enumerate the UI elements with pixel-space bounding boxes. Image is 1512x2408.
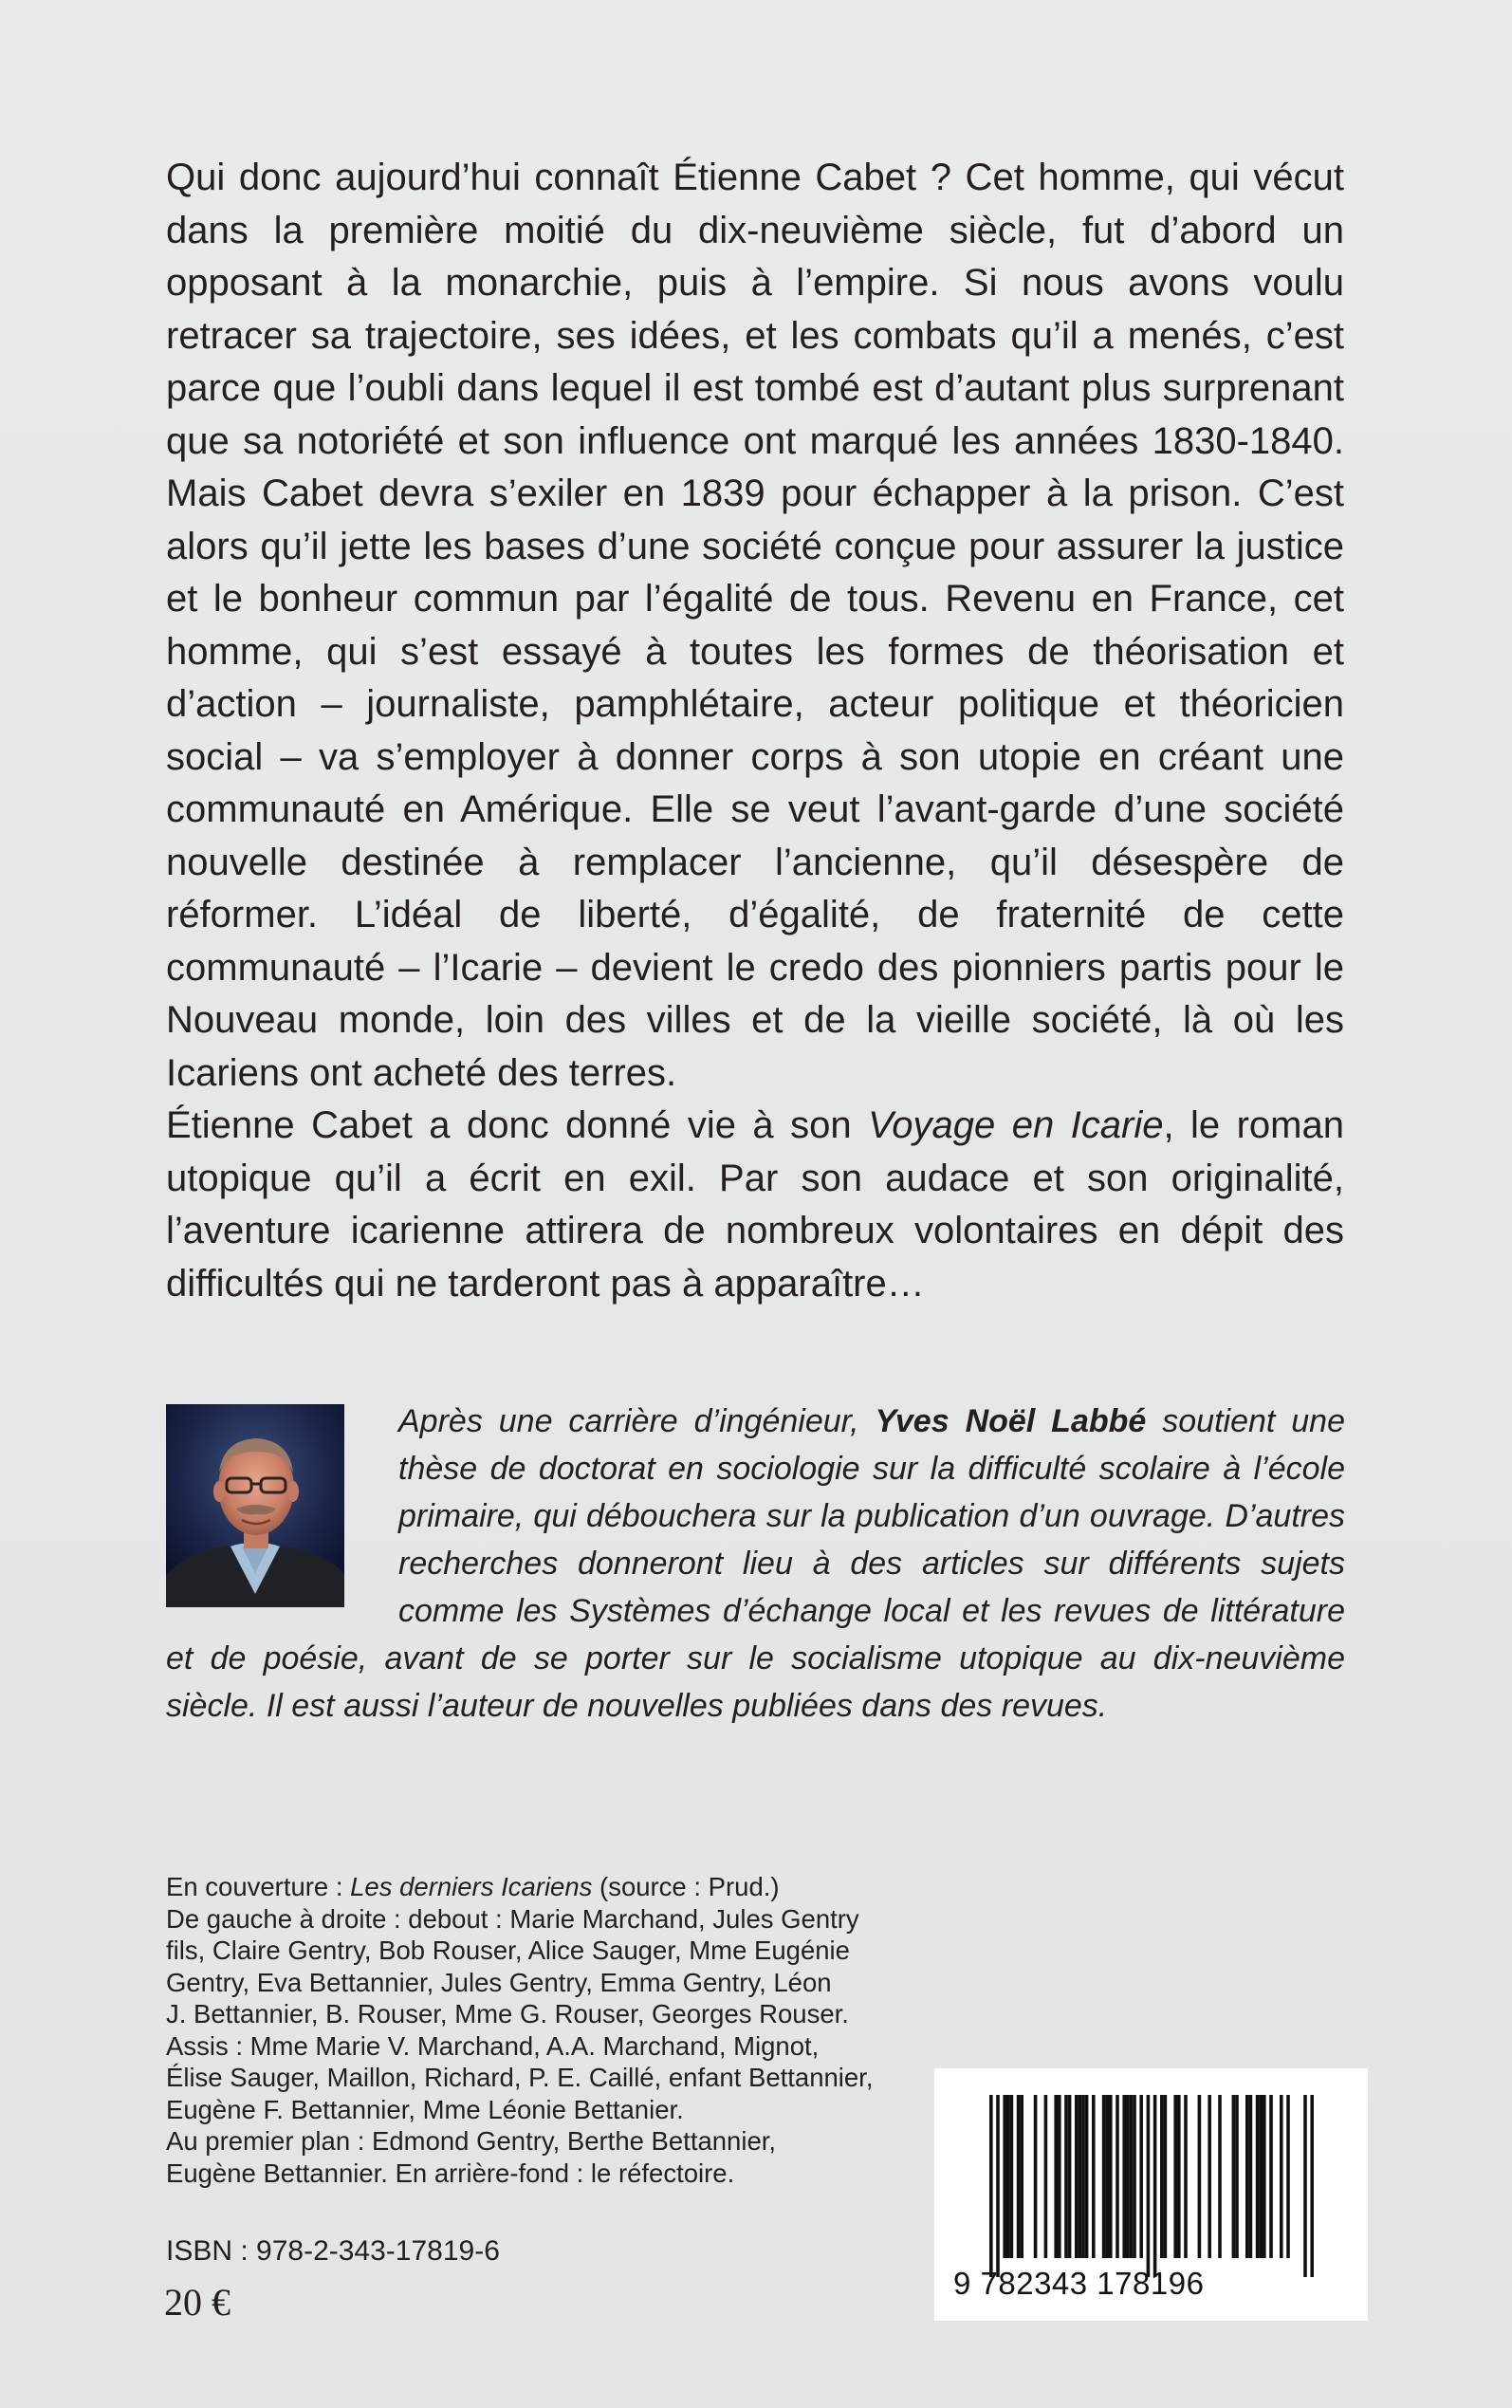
book-blurb — [166, 152, 1344, 1310]
barcode-bar — [1109, 2095, 1113, 2258]
barcode-bar — [1020, 2095, 1023, 2258]
barcode-bar — [1081, 2095, 1085, 2258]
author-bio — [166, 1398, 1345, 1730]
author-name: Yves Noël Labbé — [875, 1403, 1147, 1439]
barcode-bar — [996, 2095, 1000, 2277]
credit-line: fils, Claire Gentry, Bob Rouser, Alice Sauger, Mme Eugénie — [166, 1936, 850, 1965]
barcode-bar — [1139, 2095, 1143, 2258]
barcode-digits: 9 782343 178196 — [953, 2266, 1205, 2301]
credit-line: Élise Sauger, Maillon, Richard, P. E. Caillé, enfant Bettannier, — [166, 2063, 874, 2092]
barcode-bar — [1208, 2095, 1211, 2258]
credit-line: J. Bettannier, B. Rouser, Mme G. Rouser, Georges Rouser. — [166, 1999, 849, 2028]
barcode-bar — [1102, 2095, 1106, 2258]
barcode-bar — [1054, 2095, 1058, 2258]
barcode-bar — [1256, 2095, 1260, 2258]
barcode-bar — [1269, 2095, 1273, 2258]
barcode-bar — [1075, 2095, 1079, 2258]
credit-line: De gauche à droite : debout : Marie Marchand, Jules Gentry — [166, 1903, 859, 1934]
credit-prefix: En couverture : — [166, 1872, 351, 1901]
barcode-bar — [1044, 2095, 1048, 2258]
barcode-bar — [1079, 2095, 1082, 2258]
barcode-bar — [1122, 2095, 1126, 2258]
author-bio-text: Après une carrière d’ingénieur, — [398, 1403, 876, 1439]
price-label: 20 € — [164, 2281, 230, 2324]
barcode-bar — [1184, 2095, 1188, 2258]
credit-line: Eugène F. Bettannier, Mme Léonie Bettanier. — [166, 2094, 684, 2124]
barcode-bar — [1064, 2095, 1068, 2258]
barcode-bar — [1092, 2095, 1096, 2258]
barcode-bar — [1198, 2095, 1202, 2258]
book-title-reference: Voyage en Icarie — [868, 1104, 1164, 1146]
author-bio-text: soutient une thèse de doctorat en sociologie sur la difficulté scolaire à l’école primaire, qui débouchera sur la publication d’un ouvrage. D’autres recherches donneront lieu à des articles sur différents sujets comme les Systèmes d’échange local et les revues de littérature et de poésie, avant de se porter sur le socialisme utopique au dix-neuvième siècle. Il est aussi l’auteur de nouvelles publiées dans des revues. — [166, 1403, 1346, 1724]
barcode — [934, 2068, 1368, 2321]
barcode-bar — [1164, 2095, 1168, 2258]
barcode-bar — [1153, 2095, 1157, 2277]
barcode-bar — [1259, 2095, 1263, 2258]
barcode-bar — [1310, 2095, 1314, 2277]
barcode-bar — [1017, 2095, 1021, 2258]
isbn-label: ISBN : 978-2-343-17819-6 — [166, 2235, 500, 2267]
barcode-bar — [1085, 2095, 1089, 2258]
barcode-bar — [1280, 2095, 1283, 2258]
barcode-bar — [1218, 2095, 1222, 2258]
barcode-bar — [1068, 2095, 1072, 2258]
credit-line: Au premier plan : Edmond Gentry, Berthe Bettannier, — [166, 2126, 777, 2156]
barcode-bar — [1130, 2095, 1134, 2258]
cover-image-title: Les derniers Icariens — [350, 1872, 593, 1901]
barcode-bar — [1263, 2095, 1266, 2258]
blurb-text: Étienne Cabet a donc donné vie à son — [166, 1104, 869, 1146]
credit-line: Assis : Mme Marie V. Marchand, A.A. Marchand, Mignot, — [166, 2030, 820, 2061]
barcode-bar — [1245, 2095, 1249, 2258]
barcode-bar — [1010, 2095, 1014, 2258]
photo-spacer — [166, 1398, 398, 1625]
credit-line: Gentry, Eva Bettannier, Jules Gentry, Emma Gentry, Léon — [166, 1967, 832, 1997]
barcode-bar — [1126, 2095, 1130, 2258]
barcode-bar — [1147, 2095, 1151, 2277]
barcode-bar — [989, 2095, 993, 2277]
barcode-bar — [1058, 2095, 1061, 2258]
barcode-bar — [1160, 2095, 1164, 2258]
barcode-bar — [1105, 2095, 1109, 2258]
barcode-bar — [1235, 2095, 1239, 2258]
barcode-bar — [1232, 2095, 1236, 2258]
credit-line: Eugène Bettannier. En arrière-fond : le réfectoire. — [166, 2158, 735, 2188]
barcode-bar — [1286, 2095, 1290, 2258]
barcode-bar — [1034, 2095, 1038, 2258]
blurb-text: , le roman utopique qu’il a écrit en exil. Par son audace et son originalité, l’aventure icarienne attirera de nombreux volontaires en dépit des difficultés qui ne tarderont pas à apparaître… — [166, 1104, 1344, 1305]
barcode-bar — [1003, 2095, 1006, 2258]
cover-credits — [166, 1871, 915, 2189]
credit-line — [166, 1871, 915, 1903]
barcode-bar — [1133, 2095, 1136, 2258]
barcode-bar — [1116, 2095, 1119, 2258]
credit-source: (source : Prud.) — [592, 1872, 780, 1901]
blurb-paragraph-2 — [166, 1100, 1344, 1310]
barcode-bar — [1303, 2095, 1307, 2277]
barcode-bar — [1006, 2095, 1010, 2258]
barcode-bar — [1173, 2095, 1177, 2258]
barcode-bar — [1249, 2095, 1253, 2258]
barcode-bar — [1177, 2095, 1181, 2258]
blurb-paragraph-1: Qui donc aujourd’hui connaît Étienne Cabet ? Cet homme, qui vécut dans la première moitié du dix-neuvième siècle, fut d’abord un opposant à la monarchie, puis à l’empire. Si nous avons voulu retracer sa trajectoire, ses idées, et les combats qu’il a menés, c’est parce que l’oubli dans lequel il est tombé est d’autant plus surprenant que sa notoriété et son influence ont marqué les années 1830-1840. Mais Cabet devra s’exiler en 1839 pour échapper à la prison. C’est alors qu’il jette les bases d’une société conçue pour assurer la justice et le bonheur commun par l’égalité de tous. Revenu en France, cet homme, qui s’est essayé à toutes les formes de théorisation et d’action – journaliste, pamphlétaire, acteur politique et théoricien social – va s’employer à donner corps à son utopie en créant une communauté en Amérique. Elle se veut l’avant-garde d’une société nouvelle destinée à remplacer l’ancienne, qu’il désespère de réformer. L’idéal de liberté, d’égalité, de fraternité de cette communauté – l’Icarie – devient le credo des pionniers partis pour le Nouveau monde, loin des villes et de la vieille société, là où les Icariens ont acheté des terres. — [166, 157, 1344, 1094]
